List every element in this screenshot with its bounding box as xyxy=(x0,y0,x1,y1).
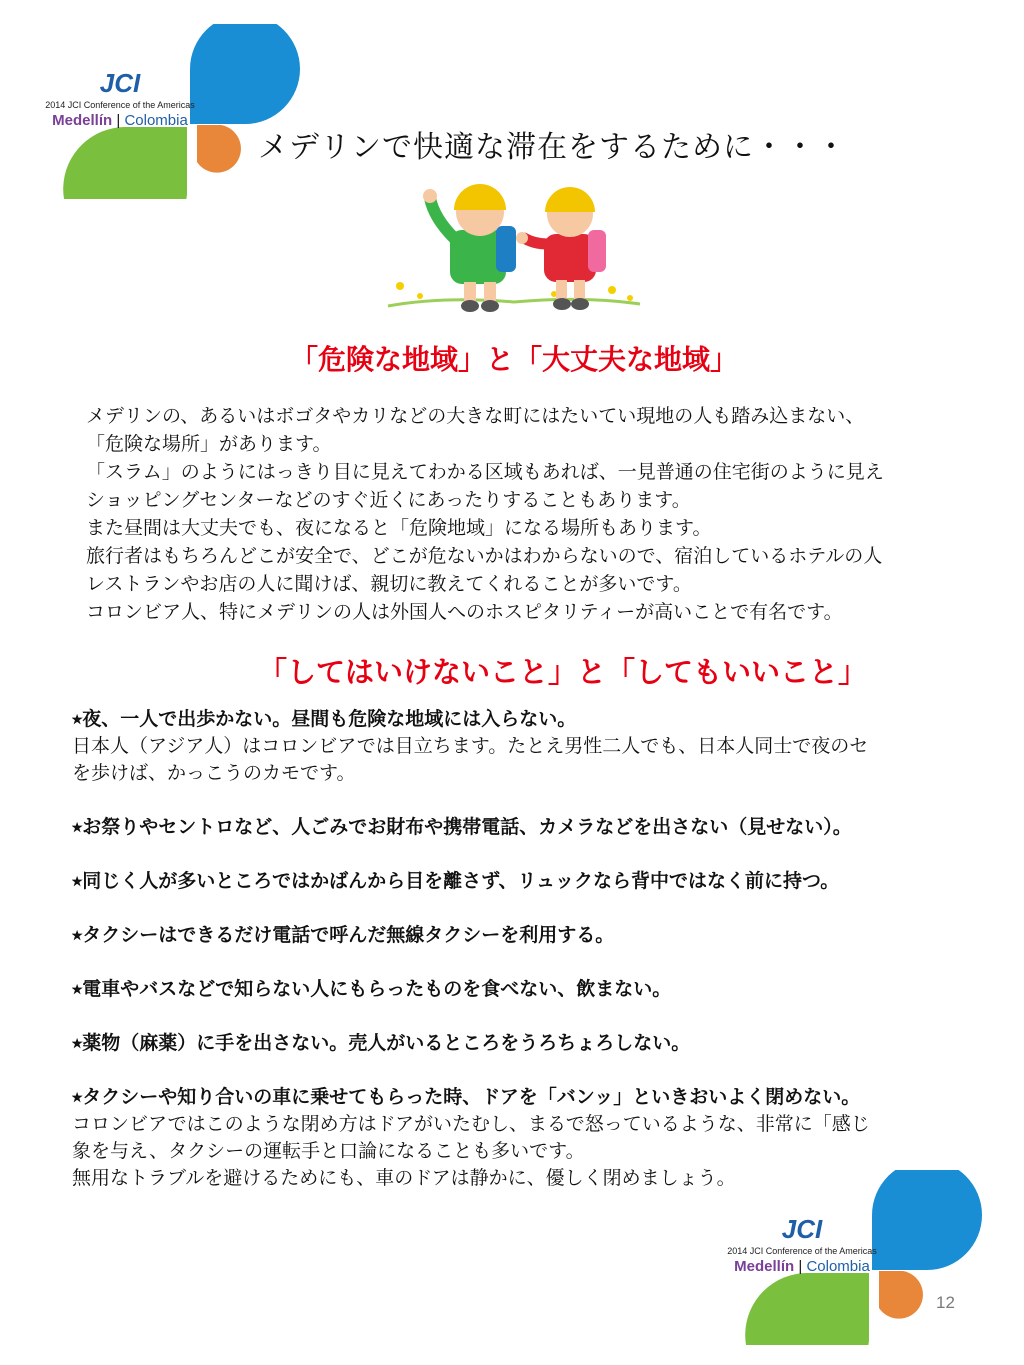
paragraph-line: 「危険な場所」があります。 xyxy=(86,433,332,455)
rules-list xyxy=(72,706,1024,1192)
jci-logo-bottom xyxy=(722,1170,982,1345)
paragraph-line: ショッピングセンターなどのすぐ近くにあったりすることもあります。 xyxy=(86,489,691,511)
paragraph-line: 旅行者はもちろんどこが安全で、どこが危ないかはわからないので、宿泊しているホテルの人 xyxy=(86,545,883,567)
rule-title: ⭒電車やバスなどで知らない人にもらったものを食べない、飲まない。 xyxy=(72,978,672,1000)
conference-text: 2014 JCI Conference of the Americas xyxy=(727,1246,877,1256)
paragraph-line: また昼間は大丈夫でも、夜になると「危険地域」になる場所もあります。 xyxy=(86,517,712,539)
section-heading-dos-donts: 「してはいけないこと」と「してもいいこと」 xyxy=(258,655,868,689)
city-medellin: Medellín xyxy=(52,112,113,129)
jci-brand-text: JCI xyxy=(99,68,141,98)
city-colombia: Colombia xyxy=(806,1258,870,1275)
rule-detail: 象を与え、タクシーの運転手と口論になることも多いです。 xyxy=(72,1140,585,1162)
city-colombia: Colombia xyxy=(124,112,188,129)
paragraph-line: コロンビア人、特にメデリンの人は外国人へのホスピタリティーが高いことで有名です。 xyxy=(86,601,843,623)
rule-title: ⭒夜、一人で出歩かない。昼間も危険な地域には入らない。 xyxy=(72,708,577,730)
paragraph-line: メデリンの、あるいはボゴタやカリなどの大きな町にはたいてい現地の人も踏み込まない、 xyxy=(86,405,865,427)
page-number: 12 xyxy=(936,1293,955,1312)
rule-detail: コロンビアではこのような閉め方はドアがいたむし、まるで怒っているような、非常に「感じ xyxy=(72,1113,870,1135)
city-text xyxy=(722,1258,882,1276)
rule-title: ⭒同じく人が多いところではかばんから目を離さず、リュックなら背中ではなく前に持つ。 xyxy=(72,870,840,892)
walking-children-icon xyxy=(384,178,644,318)
jci-logo-top xyxy=(40,24,300,199)
conference-text: 2014 JCI Conference of the Americas xyxy=(45,100,195,110)
rule-detail: 日本人（アジア人）はコロンビアでは目立ちます。たとえ男性二人でも、日本人同士で夜のセ xyxy=(72,735,869,757)
city-medellin: Medellín xyxy=(734,1258,795,1275)
city-text xyxy=(40,112,200,130)
city-separator: | xyxy=(116,112,121,129)
jci-brand-text: JCI xyxy=(781,1214,823,1244)
areas-paragraph xyxy=(86,402,1024,626)
rule-title: ⭒薬物（麻薬）に手を出さない。売人がいるところをうろちょろしない。 xyxy=(72,1032,691,1054)
kids-illustration xyxy=(384,178,644,322)
rule-title: ⭒タクシーや知り合いの車に乗せてもらった時、ドアを「バンッ」といきおいよく閉めない。 xyxy=(72,1086,861,1108)
rule-detail: 無用なトラブルを避けるためにも、車のドアは静かに、優しく閉めましょう。 xyxy=(72,1167,736,1189)
section-heading-areas: 「危険な地域」と「大丈夫な地域」 xyxy=(290,343,739,376)
paragraph-line: レストランやお店の人に聞けば、親切に教えてくれることが多いです。 xyxy=(86,573,692,595)
rule-detail: を歩けば、かっこうのカモです。 xyxy=(72,762,356,784)
city-separator: | xyxy=(798,1258,803,1275)
page-title: メデリンで快適な滞在をするために・・・ xyxy=(258,130,847,165)
rule-title: ⭒お祭りやセントロなど、人ごみでお財布や携帯電話、カメラなどを出さない（見せない）。 xyxy=(72,816,852,838)
paragraph-line: 「スラム」のようにはっきり目に見えてわかる区域もあれば、一見普通の住宅街のように見え xyxy=(86,461,884,483)
rule-title: ⭒タクシーはできるだけ電話で呼んだ無線タクシーを利用する。 xyxy=(72,924,615,946)
